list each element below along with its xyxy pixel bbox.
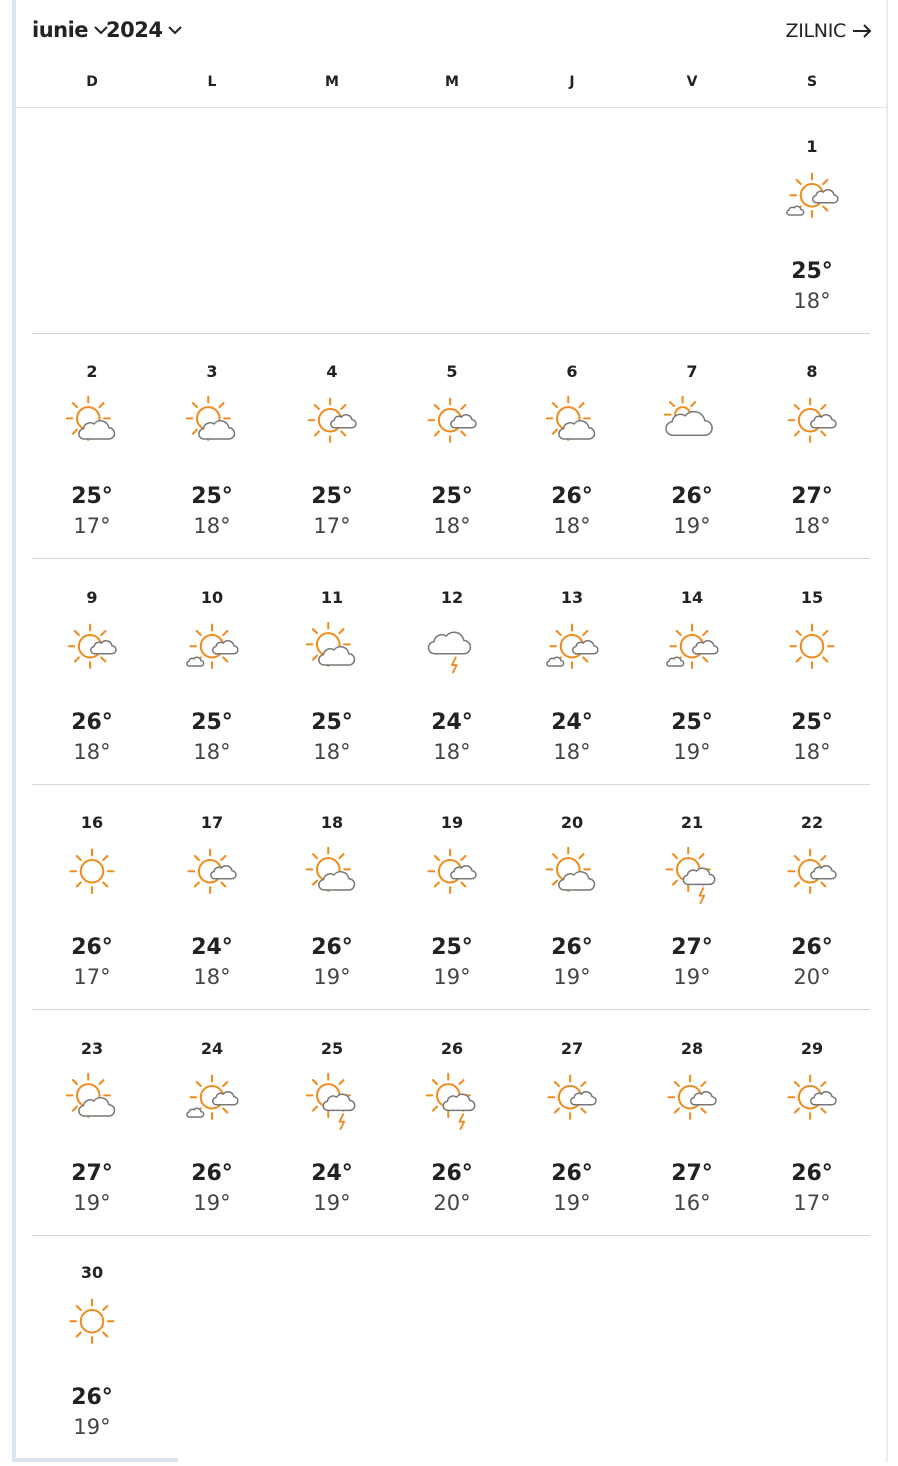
partly-cloudy-icon	[182, 394, 242, 454]
temp-low: 19°	[313, 965, 351, 989]
weekday-wednesday: M	[445, 74, 459, 90]
temp-high: 26°	[71, 1385, 113, 1410]
month-selector[interactable]	[32, 18, 109, 42]
day-cell[interactable]	[402, 362, 502, 547]
temp-high: 25°	[311, 710, 353, 735]
mostly-sunny-icon	[662, 1071, 722, 1131]
day-number: 4	[326, 362, 338, 381]
sun-cloud-small-cloud-icon	[782, 169, 842, 229]
weekday-divider	[16, 107, 888, 108]
bottom-accent-line	[12, 1458, 178, 1462]
day-cell[interactable]	[762, 362, 862, 547]
temp-high: 26°	[431, 1161, 473, 1186]
temp-high: 25°	[431, 935, 473, 960]
day-cell[interactable]	[162, 362, 262, 547]
temp-high: 26°	[191, 1161, 233, 1186]
day-cell[interactable]	[522, 813, 622, 998]
day-cell[interactable]	[762, 1039, 862, 1224]
temp-low: 18°	[553, 740, 591, 764]
day-number: 25	[320, 1039, 344, 1058]
day-number: 16	[80, 813, 104, 832]
temp-high: 26°	[551, 484, 593, 509]
partly-cloudy-icon	[62, 1071, 122, 1131]
temp-high: 27°	[71, 1161, 113, 1186]
day-number: 27	[560, 1039, 584, 1058]
temp-low: 18°	[313, 740, 351, 764]
partly-cloudy-icon	[302, 620, 362, 680]
temp-high: 25°	[791, 259, 833, 284]
temp-high: 26°	[551, 1161, 593, 1186]
calendar-header	[32, 14, 872, 48]
partly-cloudy-icon	[542, 394, 602, 454]
year-label: 2024	[106, 18, 163, 42]
mostly-sunny-icon	[62, 620, 122, 680]
temp-high: 24°	[311, 1161, 353, 1186]
temp-high: 25°	[191, 484, 233, 509]
partly-cloudy-icon	[302, 845, 362, 905]
mostly-sunny-icon	[422, 845, 482, 905]
temp-high: 26°	[71, 710, 113, 735]
temp-low: 17°	[313, 514, 351, 538]
day-number: 19	[440, 813, 464, 832]
sunny-icon	[62, 1295, 122, 1355]
sunny-icon	[62, 845, 122, 905]
day-cell[interactable]	[522, 588, 622, 773]
temp-low: 19°	[553, 965, 591, 989]
temp-low: 18°	[193, 740, 231, 764]
day-cell[interactable]	[642, 1039, 742, 1224]
temp-low: 19°	[193, 1191, 231, 1215]
thunderstorm-icon	[422, 620, 482, 680]
day-number: 15	[800, 588, 824, 607]
day-number: 9	[86, 588, 98, 607]
mostly-sunny-icon	[542, 1071, 602, 1131]
temp-low: 19°	[673, 740, 711, 764]
temp-low: 17°	[73, 965, 111, 989]
day-number: 10	[200, 588, 224, 607]
temp-low: 17°	[73, 514, 111, 538]
day-cell[interactable]	[42, 1263, 142, 1448]
day-number: 2	[86, 362, 98, 381]
temp-low: 18°	[193, 965, 231, 989]
day-number: 5	[446, 362, 458, 381]
day-number: 3	[206, 362, 218, 381]
arrow-right-icon	[852, 24, 872, 38]
temp-low: 18°	[73, 740, 111, 764]
day-number: 24	[200, 1039, 224, 1058]
day-cell[interactable]	[42, 362, 142, 547]
temp-high: 25°	[71, 484, 113, 509]
temp-low: 19°	[673, 965, 711, 989]
day-number: 13	[560, 588, 584, 607]
weekday-monday: L	[207, 74, 217, 90]
day-cell[interactable]	[282, 588, 382, 773]
temp-low: 20°	[433, 1191, 471, 1215]
day-number: 1	[806, 137, 818, 156]
weekday-friday: V	[686, 74, 698, 90]
temp-high: 25°	[671, 710, 713, 735]
mostly-sunny-icon	[302, 394, 362, 454]
temp-high: 26°	[791, 1161, 833, 1186]
day-number: 30	[80, 1263, 104, 1282]
temp-low: 19°	[73, 1415, 111, 1439]
day-cell[interactable]	[522, 1039, 622, 1224]
mostly-sunny-icon	[782, 1071, 842, 1131]
day-number: 21	[680, 813, 704, 832]
temp-low: 19°	[553, 1191, 591, 1215]
sunny-icon	[782, 620, 842, 680]
partly-cloudy-icon	[62, 394, 122, 454]
temp-low: 18°	[793, 514, 831, 538]
day-cell[interactable]	[42, 813, 142, 998]
sun-cloud-small-cloud-icon	[662, 620, 722, 680]
temp-high: 25°	[191, 710, 233, 735]
temp-high: 25°	[431, 484, 473, 509]
week-divider	[32, 1235, 870, 1236]
temp-low: 19°	[433, 965, 471, 989]
weekday-saturday: S	[806, 74, 818, 90]
mostly-sunny-icon	[422, 394, 482, 454]
day-number: 8	[806, 362, 818, 381]
day-number: 22	[800, 813, 824, 832]
temp-low: 18°	[193, 514, 231, 538]
weekday-sunday: D	[86, 74, 98, 90]
chevron-down-icon	[167, 25, 183, 35]
sun-thunderstorm-icon	[422, 1071, 482, 1131]
day-number: 17	[200, 813, 224, 832]
day-cell[interactable]	[762, 813, 862, 998]
week-divider	[32, 784, 870, 785]
day-cell[interactable]	[162, 813, 262, 998]
temp-high: 27°	[791, 484, 833, 509]
weekday-thursday: J	[569, 74, 575, 90]
day-cell[interactable]	[402, 588, 502, 773]
day-cell[interactable]	[402, 1039, 502, 1224]
temp-low: 20°	[793, 965, 831, 989]
day-cell[interactable]	[762, 588, 862, 773]
day-number: 11	[320, 588, 344, 607]
temp-low: 19°	[673, 514, 711, 538]
temp-high: 25°	[311, 484, 353, 509]
daily-view-link[interactable]	[786, 20, 873, 42]
daily-view-label: ZILNIC	[785, 20, 846, 42]
mostly-sunny-icon	[182, 845, 242, 905]
day-number: 7	[686, 362, 698, 381]
temp-low: 17°	[793, 1191, 831, 1215]
temp-low: 19°	[73, 1191, 111, 1215]
day-number: 23	[80, 1039, 104, 1058]
temp-low: 16°	[673, 1191, 711, 1215]
temp-high: 26°	[71, 935, 113, 960]
week-divider	[32, 558, 870, 559]
day-cell[interactable]	[642, 813, 742, 998]
mostly-sunny-icon	[782, 845, 842, 905]
week-divider	[32, 1009, 870, 1010]
temp-low: 18°	[433, 514, 471, 538]
day-cell[interactable]	[282, 1039, 382, 1224]
temp-low: 19°	[313, 1191, 351, 1215]
temp-low: 18°	[793, 740, 831, 764]
mostly-sunny-icon	[782, 394, 842, 454]
day-number: 29	[800, 1039, 824, 1058]
temp-high: 27°	[671, 935, 713, 960]
partly-cloudy-icon	[542, 845, 602, 905]
day-cell[interactable]	[282, 813, 382, 998]
day-cell[interactable]	[522, 362, 622, 547]
temp-high: 26°	[551, 935, 593, 960]
mostly-cloudy-icon	[662, 394, 722, 454]
day-cell[interactable]	[402, 813, 502, 998]
day-number: 14	[680, 588, 704, 607]
temp-high: 26°	[791, 935, 833, 960]
sun-thunderstorm-icon	[302, 1071, 362, 1131]
temp-low: 18°	[793, 289, 831, 313]
temp-high: 27°	[671, 1161, 713, 1186]
temp-high: 24°	[551, 710, 593, 735]
temp-high: 26°	[311, 935, 353, 960]
sun-cloud-small-cloud-icon	[542, 620, 602, 680]
day-number: 6	[566, 362, 578, 381]
day-cell[interactable]	[162, 1039, 262, 1224]
day-number: 18	[320, 813, 344, 832]
day-number: 26	[440, 1039, 464, 1058]
temp-high: 24°	[191, 935, 233, 960]
temp-high: 24°	[431, 710, 473, 735]
temp-high: 25°	[791, 710, 833, 735]
temp-low: 18°	[433, 740, 471, 764]
day-cell[interactable]	[282, 362, 382, 547]
day-cell[interactable]	[642, 362, 742, 547]
month-label: iunie	[32, 18, 89, 42]
day-cell[interactable]	[42, 1039, 142, 1224]
weekday-tuesday: M	[325, 74, 339, 90]
sun-cloud-small-cloud-icon	[182, 620, 242, 680]
week-divider	[32, 333, 870, 334]
day-number: 28	[680, 1039, 704, 1058]
day-number: 12	[440, 588, 464, 607]
temp-high: 26°	[671, 484, 713, 509]
day-cell[interactable]	[162, 588, 262, 773]
sun-cloud-small-cloud-icon	[182, 1071, 242, 1131]
day-cell[interactable]	[642, 588, 742, 773]
year-selector[interactable]	[106, 18, 183, 42]
day-cell[interactable]	[42, 588, 142, 773]
day-number: 20	[560, 813, 584, 832]
weekday-header	[32, 70, 872, 100]
temp-low: 18°	[553, 514, 591, 538]
day-cell[interactable]	[762, 137, 862, 322]
sun-thunderstorm-icon	[662, 845, 722, 905]
